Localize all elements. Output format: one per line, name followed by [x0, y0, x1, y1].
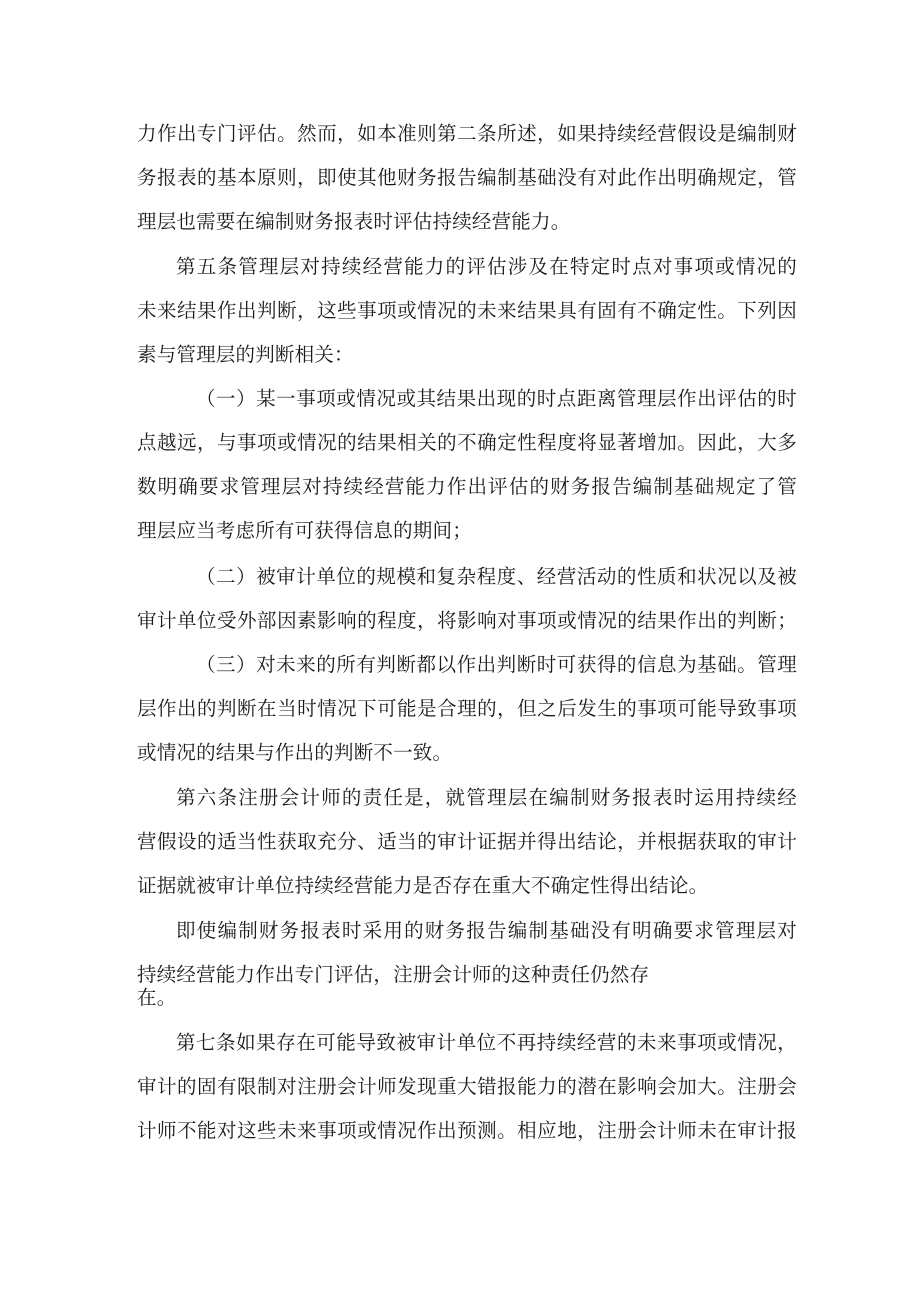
text-line: 营假设的适当性获取充分、适当的审计证据并得出结论，并根据获取的审计	[137, 830, 797, 853]
text-line: 素与管理层的判断相关：	[137, 343, 354, 366]
text-line: 即使编制财务报表时采用的财务报告编制基础没有明确要求管理层对	[176, 919, 797, 942]
text-line: 层作出的判断在当时情况下可能是合理的，但之后发生的事项可能导致事项	[137, 697, 797, 720]
text-line: 持续经营能力作出专门评估，注册会计师的这种责任仍然存	[137, 963, 650, 986]
text-line: 证据就被审计单位持续经营能力是否存在重大不确定性得出结论。	[137, 874, 709, 897]
text-line: 未来结果作出判断，这些事项或情况的未来结果具有固有不确定性。下列因	[137, 299, 797, 322]
text-line: 理层也需要在编制财务报表时评估持续经营能力。	[137, 210, 571, 233]
text-line: 务报表的基本原则，即使其他财务报告编制基础没有对此作出明确规定，管	[137, 166, 797, 189]
text-line: 或情况的结果与作出的判断不一致。	[137, 741, 453, 764]
text-line: 第七条如果存在可能导致被审计单位不再持续经营的未来事项或情况，	[176, 1031, 797, 1054]
text-line: 点越远，与事项或情况的结果相关的不确定性程度将显著增加。因此，大多	[137, 431, 797, 454]
text-line: 数明确要求管理层对持续经营能力作出评估的财务报告编制基础规定了管	[137, 475, 797, 498]
text-line: 第五条管理层对持续经营能力的评估涉及在特定时点对事项或情况的	[176, 255, 797, 278]
text-line: 计师不能对这些未来事项或情况作出预测。相应地，注册会计师未在审计报	[137, 1119, 797, 1142]
text-line: 审计的固有限制对注册会计师发现重大错报能力的潜在影响会加大。注册会	[137, 1075, 797, 1098]
text-line: （二）被审计单位的规模和复杂程度、经营活动的性质和状况以及被	[196, 565, 797, 588]
text-line: （三）对未来的所有判断都以作出判断时可获得的信息为基础。管理	[196, 653, 797, 676]
text-line: （一）某一事项或情况或其结果出现的时点距离管理层作出评估的时	[196, 387, 797, 410]
text-line: 第六条注册会计师的责任是，就管理层在编制财务报表时运用持续经	[176, 786, 797, 809]
text-line: 审计单位受外部因素影响的程度，将影响对事项或情况的结果作出的判断；	[137, 609, 797, 632]
text-line: 力作出专门评估。然而，如本准则第二条所述，如果持续经营假设是编制财	[137, 122, 797, 145]
text-line: 理层应当考虑所有可获得信息的期间；	[137, 519, 472, 542]
text-line: 在。	[137, 986, 177, 1009]
